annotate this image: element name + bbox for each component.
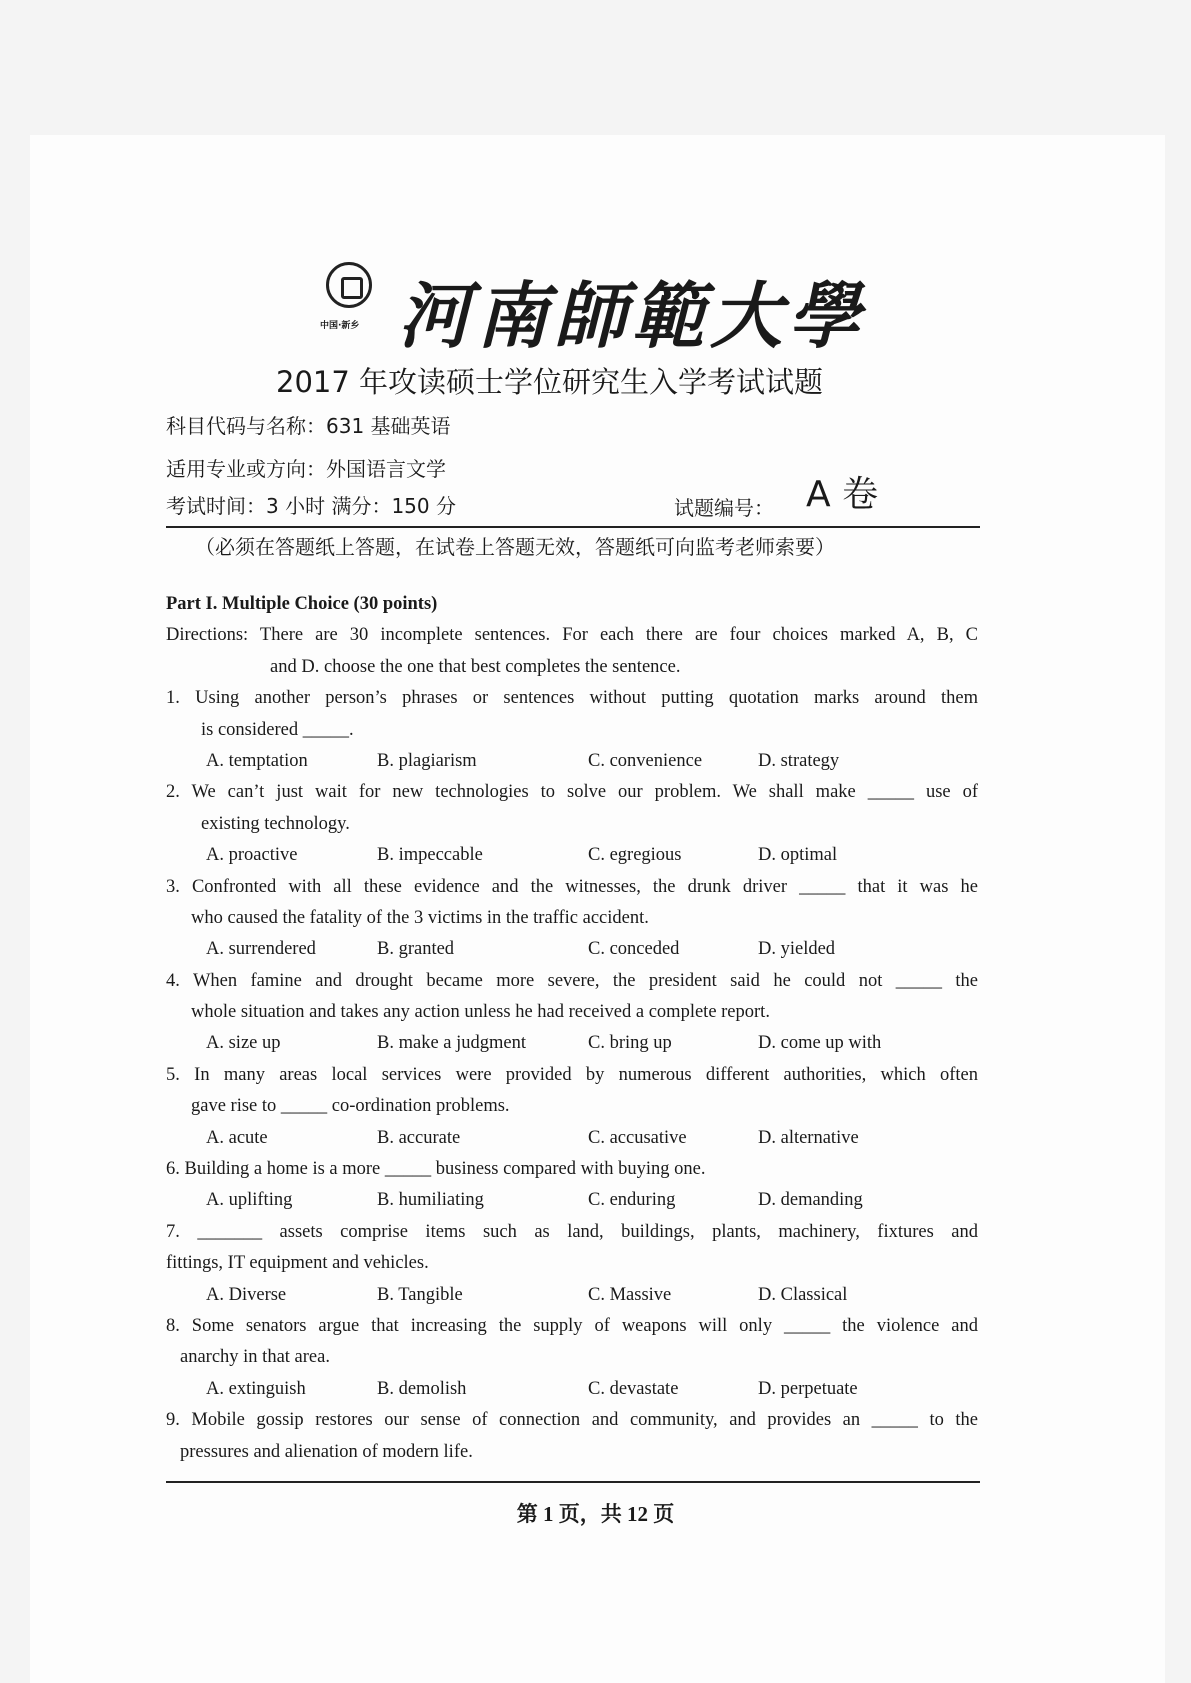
- option-b: B. granted: [377, 939, 455, 960]
- option-a: A. temptation: [206, 750, 308, 771]
- question-line: fittings, IT equipment and vehicles.: [166, 1253, 429, 1274]
- option-b: B. plagiarism: [377, 750, 477, 771]
- question-line: 3. Confronted with all these evidence and the witnesses, the drunk driver _____ that it was he: [166, 876, 978, 897]
- question-line: gave rise to _____ co-ordination problems.: [191, 1096, 510, 1117]
- option-a: A. acute: [206, 1127, 268, 1148]
- answer-notice: （必须在答题纸上答题，在试卷上答题无效，答题纸可向监考老师索要）: [195, 535, 835, 559]
- exam-title: 2017 年攻读硕士学位研究生入学考试试题: [276, 365, 824, 399]
- option-d: D. strategy: [758, 750, 840, 771]
- option-d: D. Classical: [758, 1284, 848, 1305]
- subject-line: 科目代码与名称：631 基础英语: [166, 414, 451, 438]
- option-b: B. demolish: [377, 1378, 467, 1399]
- option-a: A. surrendered: [206, 939, 316, 960]
- option-a: A. uplifting: [206, 1190, 293, 1211]
- university-emblem-icon: [326, 262, 372, 308]
- page-number: 第 1 页，共 12 页: [516, 1502, 675, 1526]
- option-a: A. size up: [206, 1033, 281, 1054]
- logo-caption: 中国·新乡: [320, 321, 360, 331]
- paper-number-label: 试题编号：: [674, 496, 774, 520]
- option-a: A. extinguish: [206, 1378, 306, 1399]
- major-line: 适用专业或方向：外国语言文学: [166, 457, 446, 481]
- options-row: [166, 1028, 978, 1059]
- footer-divider: [166, 1481, 980, 1483]
- question-line: who caused the fatality of the 3 victims in the traffic accident.: [191, 907, 649, 928]
- directions-line: and D. choose the one that best completes the sentence.: [270, 656, 681, 677]
- option-c: C. devastate: [588, 1378, 679, 1399]
- option-d: D. demanding: [758, 1190, 863, 1211]
- header-divider: [166, 526, 980, 528]
- option-c: C. enduring: [588, 1190, 676, 1211]
- option-b: B. impeccable: [377, 845, 483, 866]
- option-d: D. optimal: [758, 845, 838, 866]
- option-c: C. conceded: [588, 939, 680, 960]
- university-logo-text: 河南師範大學: [398, 273, 867, 358]
- question-line: anarchy in that area.: [180, 1347, 330, 1368]
- option-c: C. convenience: [588, 750, 703, 771]
- options-row: [166, 1185, 978, 1216]
- question-line: 6. Building a home is a more _____ business compared with buying one.: [166, 1159, 706, 1180]
- directions-line: Directions: There are 30 incomplete sentences. For each there are four choices marked A, B, C: [166, 625, 978, 646]
- options-row: [166, 934, 978, 965]
- question-line: 4. When famine and drought became more severe, the president said he could not _____ the: [166, 970, 978, 991]
- options-row: [166, 840, 978, 871]
- question-line: 2. We can’t just wait for new technologies to solve our problem. We shall make _____ use of: [166, 782, 978, 803]
- option-d: D. come up with: [758, 1033, 882, 1054]
- paper-number: A 卷: [806, 474, 879, 515]
- options-row: [166, 1123, 978, 1154]
- option-c: C. egregious: [588, 845, 682, 866]
- option-d: D. yielded: [758, 939, 836, 960]
- option-d: D. alternative: [758, 1127, 859, 1148]
- question-line: pressures and alienation of modern life.: [180, 1441, 473, 1462]
- option-a: A. Diverse: [206, 1284, 287, 1305]
- options-row: [166, 1374, 978, 1405]
- option-c: C. accusative: [588, 1127, 687, 1148]
- question-line: whole situation and takes any action unless he had received a complete report.: [191, 1002, 770, 1023]
- option-b: B. humiliating: [377, 1190, 484, 1211]
- question-line: existing technology.: [201, 813, 350, 834]
- part-title: Part I. Multiple Choice (30 points): [166, 594, 438, 614]
- question-line: 7. _______ assets comprise items such as land, buildings, plants, machinery, fixtures and: [166, 1221, 978, 1242]
- question-line: 5. In many areas local services were provided by numerous different authorities, which often: [166, 1064, 978, 1085]
- question-line: 8. Some senators argue that increasing the supply of weapons will only _____ the violence and: [166, 1315, 978, 1336]
- options-row: [166, 746, 978, 777]
- option-c: C. Massive: [588, 1284, 672, 1305]
- time-score-line: 考试时间：3 小时 满分：150 分: [166, 494, 456, 518]
- option-b: B. Tangible: [377, 1284, 463, 1305]
- option-d: D. perpetuate: [758, 1378, 858, 1399]
- option-b: B. make a judgment: [377, 1033, 526, 1054]
- question-line: is considered _____.: [201, 719, 354, 740]
- question-line: 9. Mobile gossip restores our sense of connection and community, and provides an _____ to the: [166, 1410, 978, 1431]
- question-line: 1. Using another person’s phrases or sentences without putting quotation marks around them: [166, 688, 978, 709]
- options-row: [166, 1280, 978, 1311]
- option-b: B. accurate: [377, 1127, 461, 1148]
- question-body: [166, 589, 978, 1468]
- option-a: A. proactive: [206, 845, 298, 866]
- option-c: C. bring up: [588, 1033, 672, 1054]
